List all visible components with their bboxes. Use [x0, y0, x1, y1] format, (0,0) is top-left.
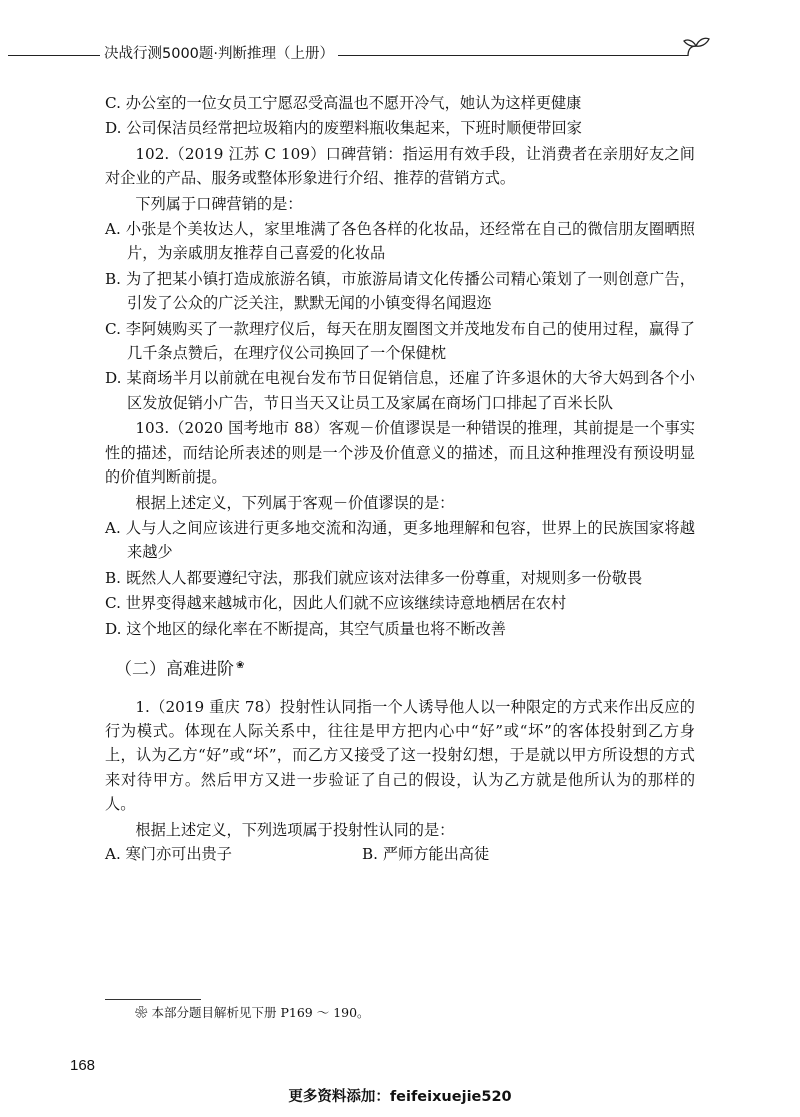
header-rule-right: [338, 55, 688, 56]
sprout-icon: [683, 36, 711, 58]
footnote-text: 本部分题目解析见下册 P169 ～ 190。: [151, 1005, 370, 1020]
q103-stem: 103.（2020 国考地市 88）客观－价值谬误是一种错误的推理，其前提是一个事实性的描述，而结论所表述的则是一个涉及价值意义的描述，而且这种推理没有预设明显的价值判断前提。: [105, 419, 695, 487]
q103-question: 根据上述定义，下列属于客观－价值谬误的是：: [135, 493, 455, 512]
q101-option-c: C. 办公室的一位女员工宁愿忍受高温也不愿开冷气，她认为这样更健康: [105, 94, 582, 112]
q102-option-c: C. 李阿姨购买了一款理疗仪后，每天在朋友圈图文并茂地发布自己的使用过程，赢得了几千条点赞后，在理疗仪公司换回了一个保健枕: [105, 319, 695, 363]
q103-option-d: D. 这个地区的绿化率在不断提高，其空气质量也将不断改善: [105, 619, 506, 638]
footnote-mark-icon: ❀: [135, 1005, 148, 1020]
footnote-mark-icon: ❀: [236, 659, 245, 671]
page-content: [105, 91, 695, 866]
running-header-title: 决战行测5000题·判断推理（上册）: [104, 46, 335, 62]
q1-question: 根据上述定义，下列选项属于投射性认同的是：: [135, 820, 455, 839]
q103-option-b: B. 既然人人都要遵纪守法，那我们就应该对法律多一份尊重，对规则多一份敬畏: [105, 568, 643, 587]
header-rule-left: [8, 55, 100, 56]
footnote: [135, 1004, 370, 1022]
section-title: （二）高难进阶: [115, 659, 234, 680]
q1-stem: 1.（2019 重庆 78）投射性认同指一个人诱导他人以一种限定的方式来作出反应的行为模式。体现在人际关系中，往往是甲方把内心中“好”或“坏”的客体投射到乙方身上，认为乙方“好”或“坏”，而乙方又接受了这一投射幻想，于是就以甲方所设想的方式来对待甲方。然后甲方又进一步验证了自己的假设，认为乙方就是他所认为的那样的人。: [105, 697, 695, 814]
q102-option-b: B. 为了把某小镇打造成旅游名镇，市旅游局请文化传播公司精心策划了一则创意广告，引发了公众的广泛关注，默默无闻的小镇变得名闻遐迩: [105, 269, 695, 313]
q102-stem: 102.（2019 江苏 C 109）口碑营销：指运用有效手段，让消费者在亲朋好友之间对企业的产品、服务或整体形象进行介绍、推荐的营销方式。: [105, 144, 695, 188]
q103-option-c: C. 世界变得越来越城市化，因此人们就不应该继续诗意地栖居在农村: [105, 594, 567, 613]
q1-option-b: B. 严师方能出高徒: [362, 845, 490, 864]
q102-option-a: A. 小张是个美妆达人，家里堆满了各色各样的化妆品，还经常在自己的微信朋友圈晒照片，为亲戚朋友推荐自己喜爱的化妆品: [105, 220, 695, 263]
bottom-watermark-note: 更多资料添加：feifeixuejie520: [288, 1089, 512, 1105]
q1-option-a: A. 寒门亦可出贵子: [105, 845, 232, 864]
footnote-rule: [105, 999, 201, 1000]
page-number: 168: [70, 1057, 96, 1074]
q1-options-row: [105, 842, 695, 866]
q101-option-d: D. 公司保洁员经常把垃圾箱内的废塑料瓶收集起来，下班时顺便带回家: [105, 119, 582, 138]
q103-option-a: A. 人与人之间应该进行更多地交流和沟通，更多地理解和包容，世界上的民族国家将越来越少: [105, 518, 695, 562]
section-heading: [105, 653, 695, 683]
q102-question: 下列属于口碑营销的是：: [135, 194, 303, 213]
q102-option-d: D. 某商场半月以前就在电视台发布节日促销信息，还雇了许多退休的大爷大妈到各个小区发放促销小广告，节日当天又让员工及家属在商场门口排起了百米长队: [105, 369, 695, 412]
